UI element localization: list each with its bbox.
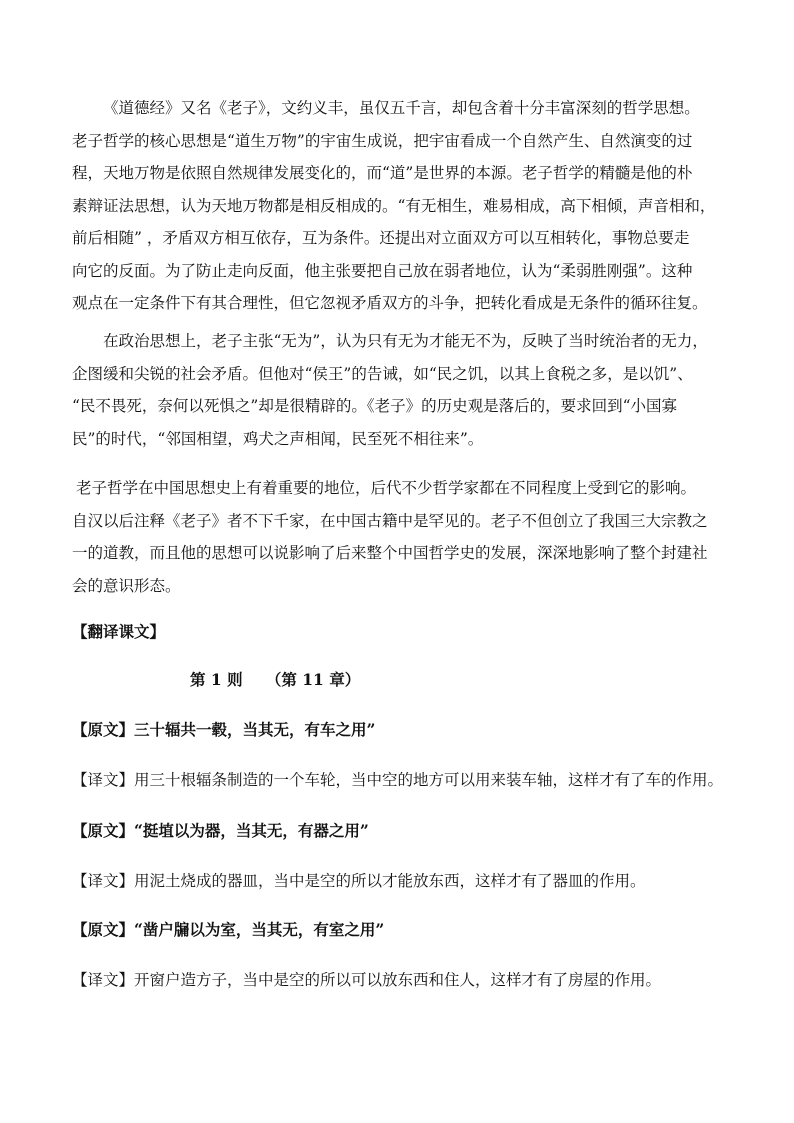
chapter-title: 第 1 则 （第 11 章） <box>190 670 361 689</box>
text-line: 企图缓和尖锐的社会矛盾。但他对“侯王”的告诫，如“民之饥，以其上食税之多，是以饥”、 <box>72 364 693 383</box>
politics-paragraph <box>72 325 732 455</box>
translation-text-2: 【译文】用泥土烧成的器皿，当中是空的所以才能放东西，这样才有了器皿的作用。 <box>72 872 646 890</box>
original-text-1: 【原文】三十辐共一毂，当其无，有车之用” <box>72 720 376 739</box>
text-line: 会的意识形态。 <box>72 576 181 595</box>
translation-text-3: 【译文】开窗户造方子，当中是空的所以可以放东西和住人，这样才有了房屋的作用。 <box>72 971 662 989</box>
original-text-3: 【原文】“凿户牖以为室，当其无，有室之用” <box>72 920 385 939</box>
original-text-2: 【原文】“挺埴以为器，当其无，有器之用” <box>72 821 369 840</box>
text-line: 程，天地万物是依照自然规律发展变化的，而“道”是世界的本源。老子哲学的精髓是他的朴 <box>72 164 693 182</box>
text-line: “民不畏死，奈何以死惧之”却是很精辟的。《老子》的历史观是落后的，要求回到“小国寡 <box>72 397 678 415</box>
text-line: 自汉以后注释《老子》者不下千家，在中国古籍中是罕见的。老子不但创立了我国三大宗教之 <box>72 511 708 530</box>
text-line: 老子哲学的核心思想是“道生万物”的宇宙生成说，把宇宙看成一个自然产生、自然演变的过 <box>72 131 693 150</box>
text-line: 一的道教，而且他的思想可以说影响了后来整个中国哲学史的发展，深深地影响了整个封建社 <box>72 544 708 562</box>
text-line: 前后相随” ，矛盾双方相互依存，互为条件。还提出对立面双方可以互相转化，事物总要走 <box>72 229 690 247</box>
section-title: 【翻译课文】 <box>72 622 166 641</box>
text-line: 向它的反面。为了防止走向反面，他主张要把自己放在弱者地位，认为“柔弱胜刚强”。这种 <box>72 261 693 280</box>
text-line: 在政治思想上，老子主张“无为”，认为只有无为才能无不为，反映了当时统治者的无力， <box>103 332 708 350</box>
text-line: 素辩证法思想，认为天地万物都是相反相成的。“有无相生，难易相成，高下相倾，声音相和， <box>72 196 716 215</box>
intro-paragraph <box>72 92 732 320</box>
text-line: 民”的时代，“邻国相望，鸡犬之声相闻，民至死不相往来”。 <box>72 429 484 448</box>
text-line: 《道德经》又名《老子》，文约义丰，虽仅五千言，却包含着十分丰富深刻的哲学思想。 <box>103 99 700 117</box>
translation-text-1: 【译文】用三十根辐条制造的一个车轮，当中空的地方可以用来装车轴，这样才有了车的作用。 <box>72 771 724 789</box>
text-line: 老子哲学在中国思想史上有着重要的地位，后代不少哲学家都在不同程度上受到它的影响。 <box>76 479 697 497</box>
influence-paragraph <box>72 472 732 602</box>
text-line: 观点在一定条件下有其合理性，但它忽视矛盾双方的斗争，把转化看成是无条件的循环往复。 <box>72 294 708 312</box>
